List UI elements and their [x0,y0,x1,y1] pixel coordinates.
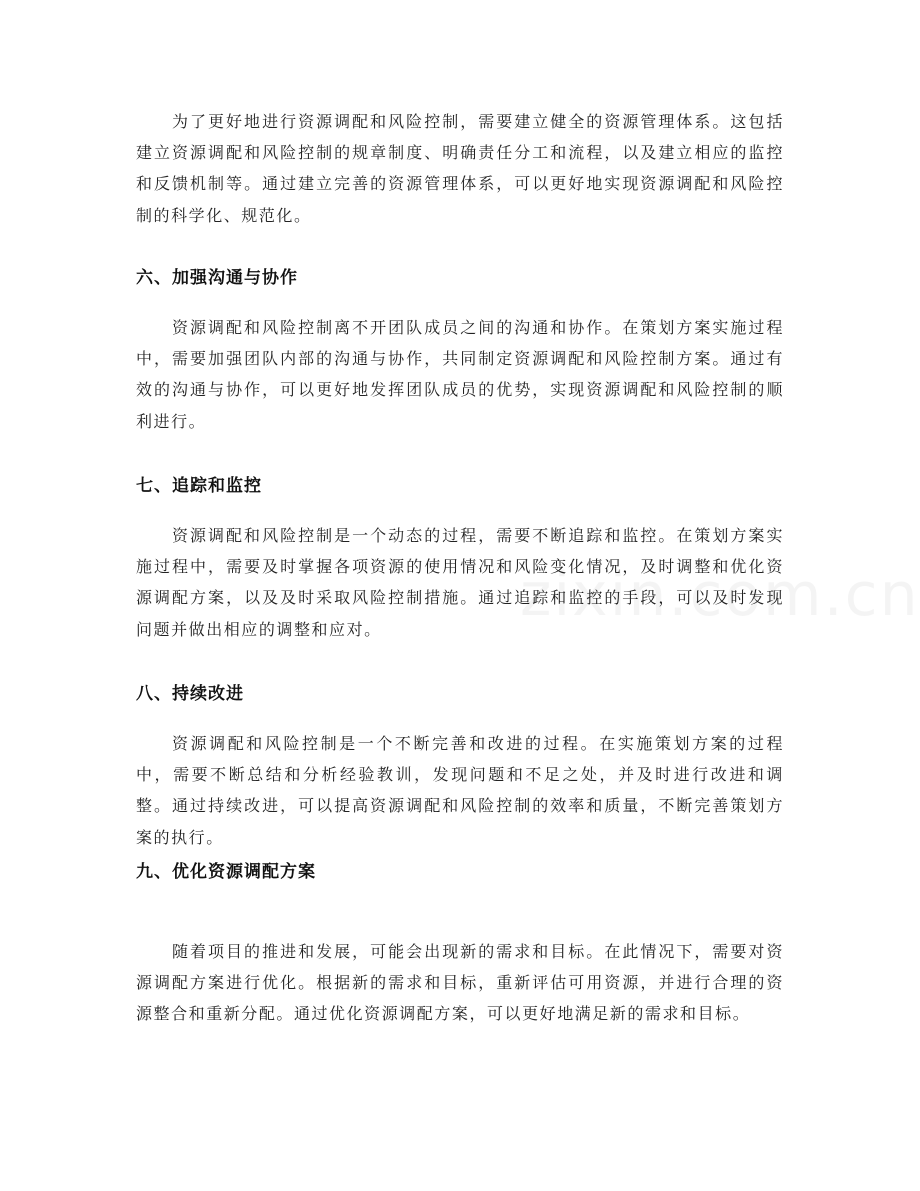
section-heading-7: 七、追踪和监控 [136,476,262,496]
section-body-8: 资源调配和风险控制是一个不断完善和改进的过程。在实施策划方案的过程中，需要不断总结和分析经验教训，发现问题和不足之处，并及时进行改进和调整。通过持续改进，可以提高资源调配和风险控制的效率和质量，不断完善策划方案的执行。 [136,734,784,847]
section-body-7: 资源调配和风险控制是一个动态的过程，需要不断追踪和监控。在策划方案实施过程中，需要及时掌握各项资源的使用情况和风险变化情况，及时调整和优化资源调配方案，以及及时采取风险控制措施。通过追踪和监控的手段，可以及时发现问题并做出相应的调整和应对。 [136,526,784,639]
intro-paragraph: 为了更好地进行资源调配和风险控制，需要建立健全的资源管理体系。这包括建立资源调配和风险控制的规章制度、明确责任分工和流程，以及建立相应的监控和反馈机制等。通过建立完善的资源管理体系，可以更好地实现资源调配和风险控制的科学化、规范化。 [136,112,784,225]
section-body-6: 资源调配和风险控制离不开团队成员之间的沟通和协作。在策划方案实施过程中，需要加强团队内部的沟通与协作，共同制定资源调配和风险控制方案。通过有效的沟通与协作，可以更好地发挥团队成员的优势，实现资源调配和风险控制的顺利进行。 [136,318,784,431]
section-heading-6: 六、加强沟通与协作 [136,268,298,288]
section-body-9: 随着项目的推进和发展，可能会出现新的需求和目标。在此情况下，需要对资源调配方案进行优化。根据新的需求和目标，重新评估可用资源，并进行合理的资源整合和重新分配。通过优化资源调配方案，可以更好地满足新的需求和目标。 [136,942,784,1024]
section-heading-8: 八、持续改进 [136,684,244,704]
section-heading-9: 九、优化资源调配方案 [136,862,316,882]
